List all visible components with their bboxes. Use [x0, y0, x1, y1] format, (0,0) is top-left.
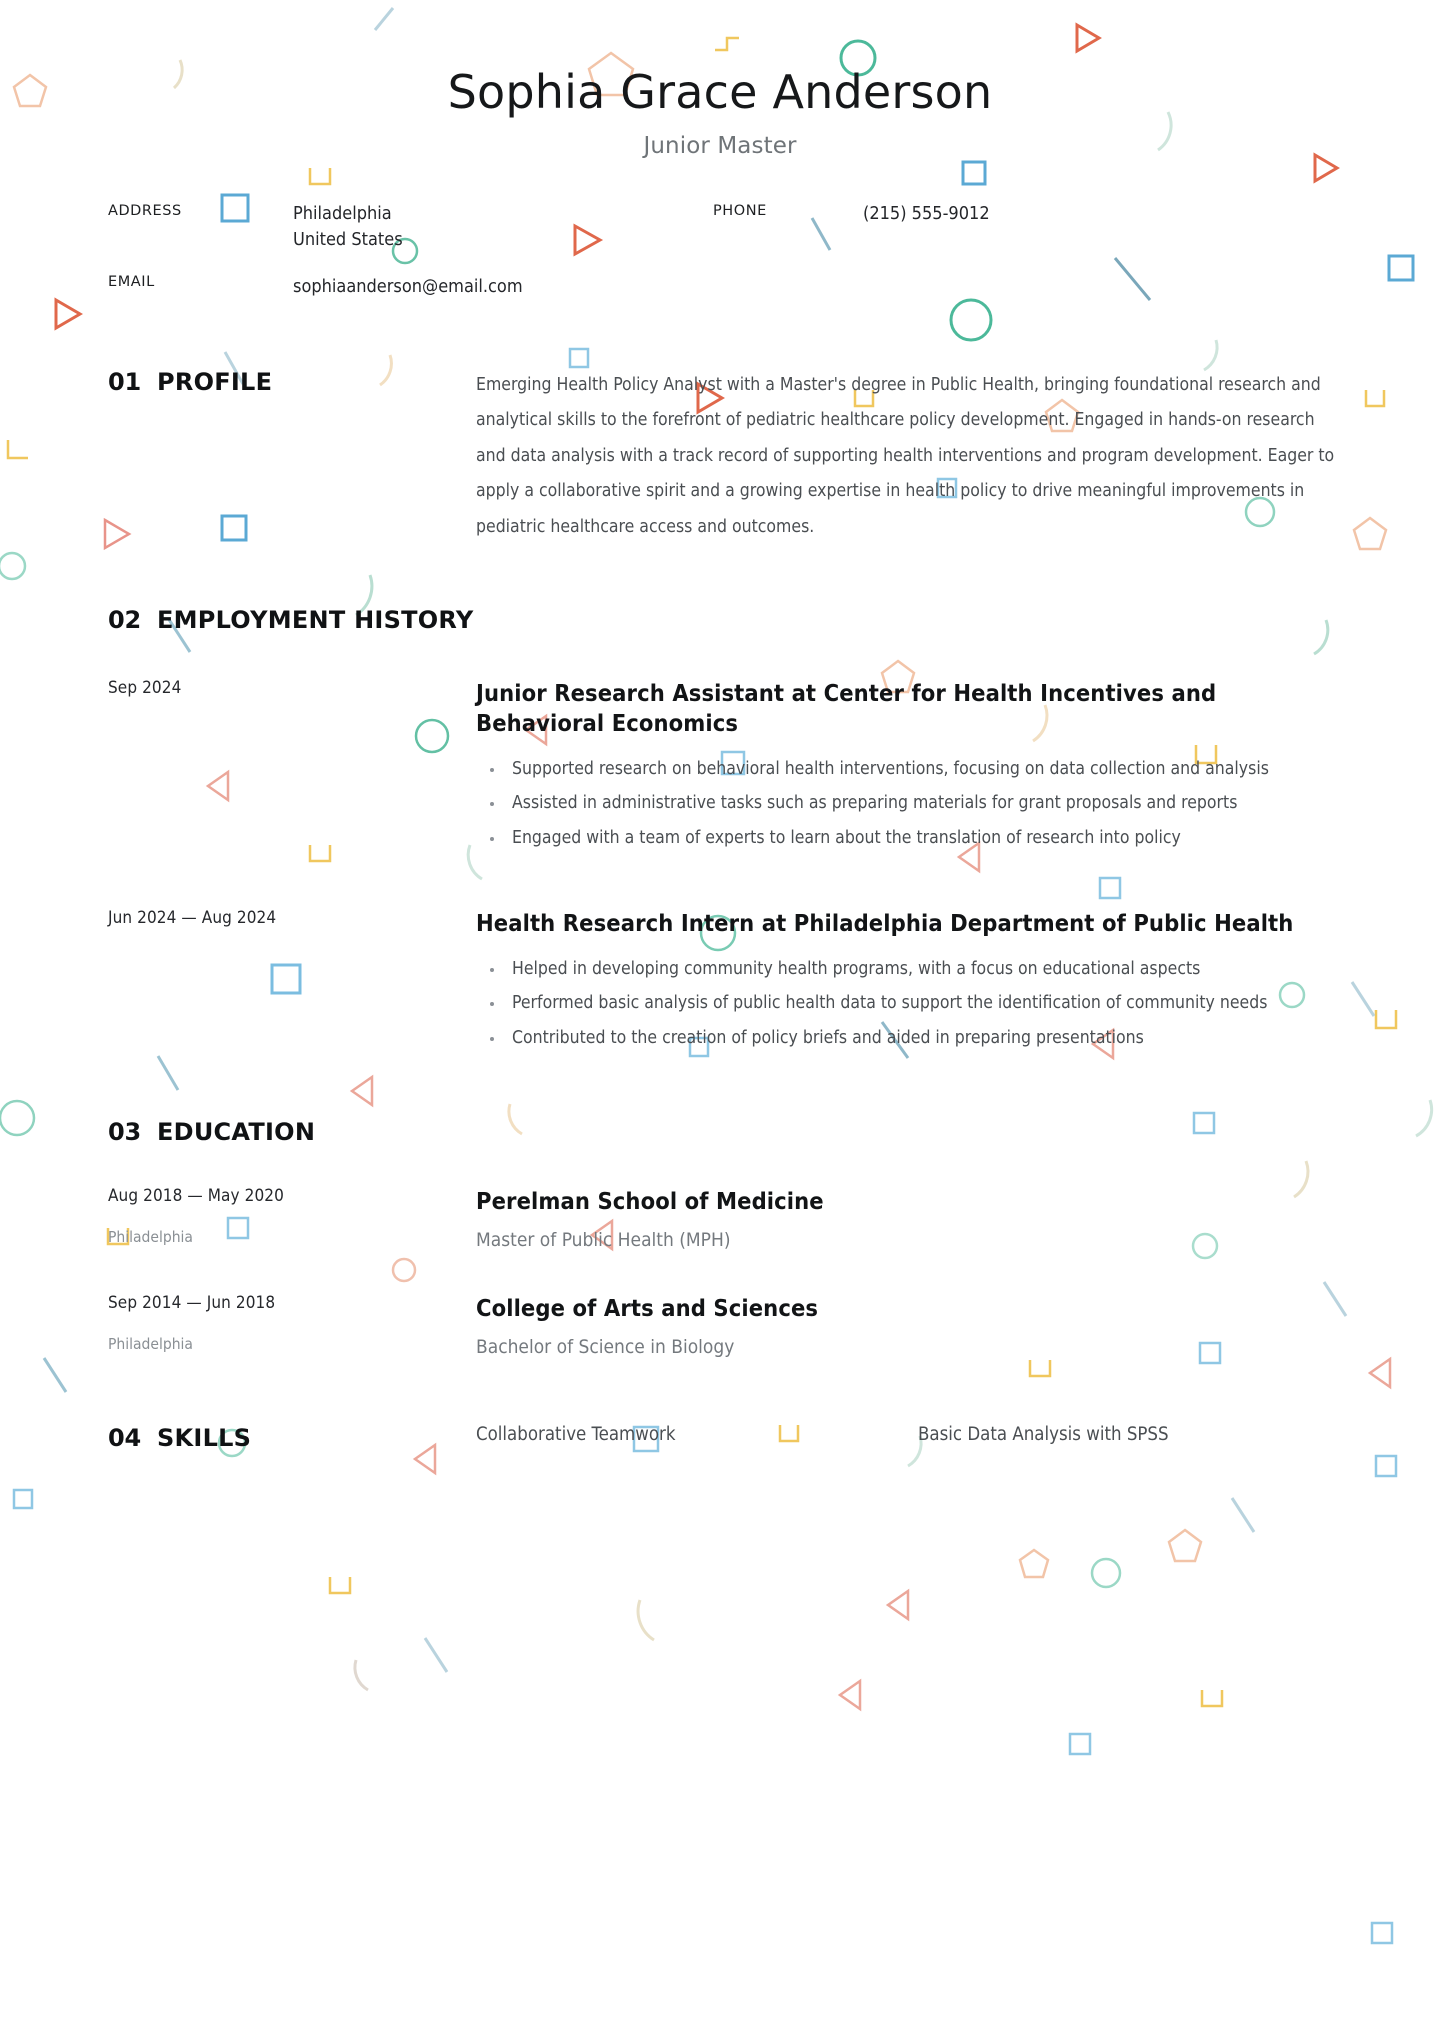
education-entry-degree: Bachelor of Science in Biology — [476, 1335, 735, 1358]
phone-label: PHONE — [713, 203, 767, 220]
education-entry-place: Philadelphia — [108, 1334, 193, 1353]
employment-entry-title: Junior Research Assistant at Center for Health Incentives and Behavioral Economics — [476, 678, 1217, 737]
phone-value[interactable]: (215) 555-9012 — [863, 203, 990, 225]
section-profile — [0, 368, 1440, 546]
profile-heading-col — [108, 368, 476, 546]
employment-entry-meta — [108, 908, 476, 1056]
education-section-title: EDUCATION — [157, 1117, 316, 1146]
candidate-job-title: Junior Master — [643, 133, 797, 160]
list-item: Engaged with a team of experts to learn about the translation of research into policy — [476, 821, 1336, 856]
employment-entry-bullets — [476, 952, 1336, 1056]
skill-item: Basic Data Analysis with SPSS — [918, 1423, 1169, 1445]
profile-section-heading — [108, 368, 452, 396]
address-line-2: United States — [293, 228, 403, 250]
employment-entry-bullets — [476, 752, 1336, 856]
employment-entry-date: Sep 2024 — [108, 677, 182, 698]
education-entry-body — [476, 1293, 1336, 1358]
email-label: EMAIL — [108, 274, 155, 291]
list-item: Contributed to the creation of policy briefs and aided in preparing presentations — [476, 1021, 1336, 1056]
employment-entry-title: Health Research Intern at Philadelphia Department of Public Health — [476, 908, 1294, 937]
list-item: Assisted in administrative tasks such as preparing materials for grant proposals and reports — [476, 786, 1336, 821]
education-entry — [108, 1293, 1336, 1358]
address-line-1: Philadelphia — [293, 203, 392, 225]
skills-list — [476, 1424, 1336, 1452]
skills-heading-col — [108, 1424, 476, 1452]
profile-section-title: PROFILE — [157, 367, 273, 396]
candidate-name: Sophia Grace Anderson — [447, 65, 993, 119]
list-item: Helped in developing community health programs, with a focus on educational aspects — [476, 952, 1336, 987]
employment-entry-meta — [108, 678, 476, 856]
list-item: Supported research on behavioral health interventions, focusing on data collection and analysis — [476, 752, 1336, 787]
skills-section-heading — [108, 1424, 452, 1452]
email-value[interactable]: sophiaanderson@email.com — [293, 276, 523, 298]
education-entry-school: College of Arts and Sciences — [476, 1293, 819, 1322]
profile-section-number: 01 — [108, 367, 141, 396]
employment-section-title: EMPLOYMENT HISTORY — [157, 605, 474, 634]
education-entry-body — [476, 1186, 1336, 1251]
employment-entry-body — [476, 678, 1336, 856]
section-employment-history — [0, 606, 1440, 1056]
education-entry-school: Perelman School of Medicine — [476, 1186, 824, 1215]
skills-section-title: SKILLS — [157, 1423, 252, 1452]
employment-section-number: 02 — [108, 605, 141, 634]
education-entry-meta — [108, 1293, 476, 1358]
skill-item: Collaborative Teamwork — [476, 1423, 676, 1445]
education-entry-place: Philadelphia — [108, 1227, 193, 1246]
education-entry-meta — [108, 1186, 476, 1251]
resume-header — [0, 0, 1440, 159]
list-item: Performed basic analysis of public health data to support the identification of community needs — [476, 986, 1336, 1021]
education-entry-degree: Master of Public Health (MPH) — [476, 1228, 731, 1251]
employment-section-heading — [108, 606, 1336, 634]
section-skills — [0, 1424, 1440, 1452]
profile-text: Emerging Health Policy Analyst with a Master's degree in Public Health, bringing foundational research and analytical skills to the forefront of pediatric healthcare policy development. Engaged in hands-on research and data analysis with a track record of supporting health interventions and program development. Eager to apply a collaborative spirit and a growing expertise in health policy to drive meaningful improvements in pediatric healthcare access and outcomes. — [476, 374, 1335, 537]
employment-entry — [108, 908, 1336, 1056]
address-value — [293, 201, 713, 252]
education-entry-date: Sep 2014 — Jun 2018 — [108, 1292, 276, 1313]
employment-entry-date: Jun 2024 — Aug 2024 — [108, 907, 277, 928]
employment-entry-body — [476, 908, 1336, 1056]
education-entry-date: Aug 2018 — May 2020 — [108, 1185, 284, 1206]
employment-entry — [108, 678, 1336, 856]
education-entry — [108, 1186, 1336, 1251]
education-section-number: 03 — [108, 1117, 141, 1146]
skills-section-number: 04 — [108, 1423, 141, 1452]
section-education — [0, 1118, 1440, 1358]
education-section-heading — [108, 1118, 1336, 1146]
address-label: ADDRESS — [108, 203, 182, 220]
contact-details — [0, 201, 1440, 300]
